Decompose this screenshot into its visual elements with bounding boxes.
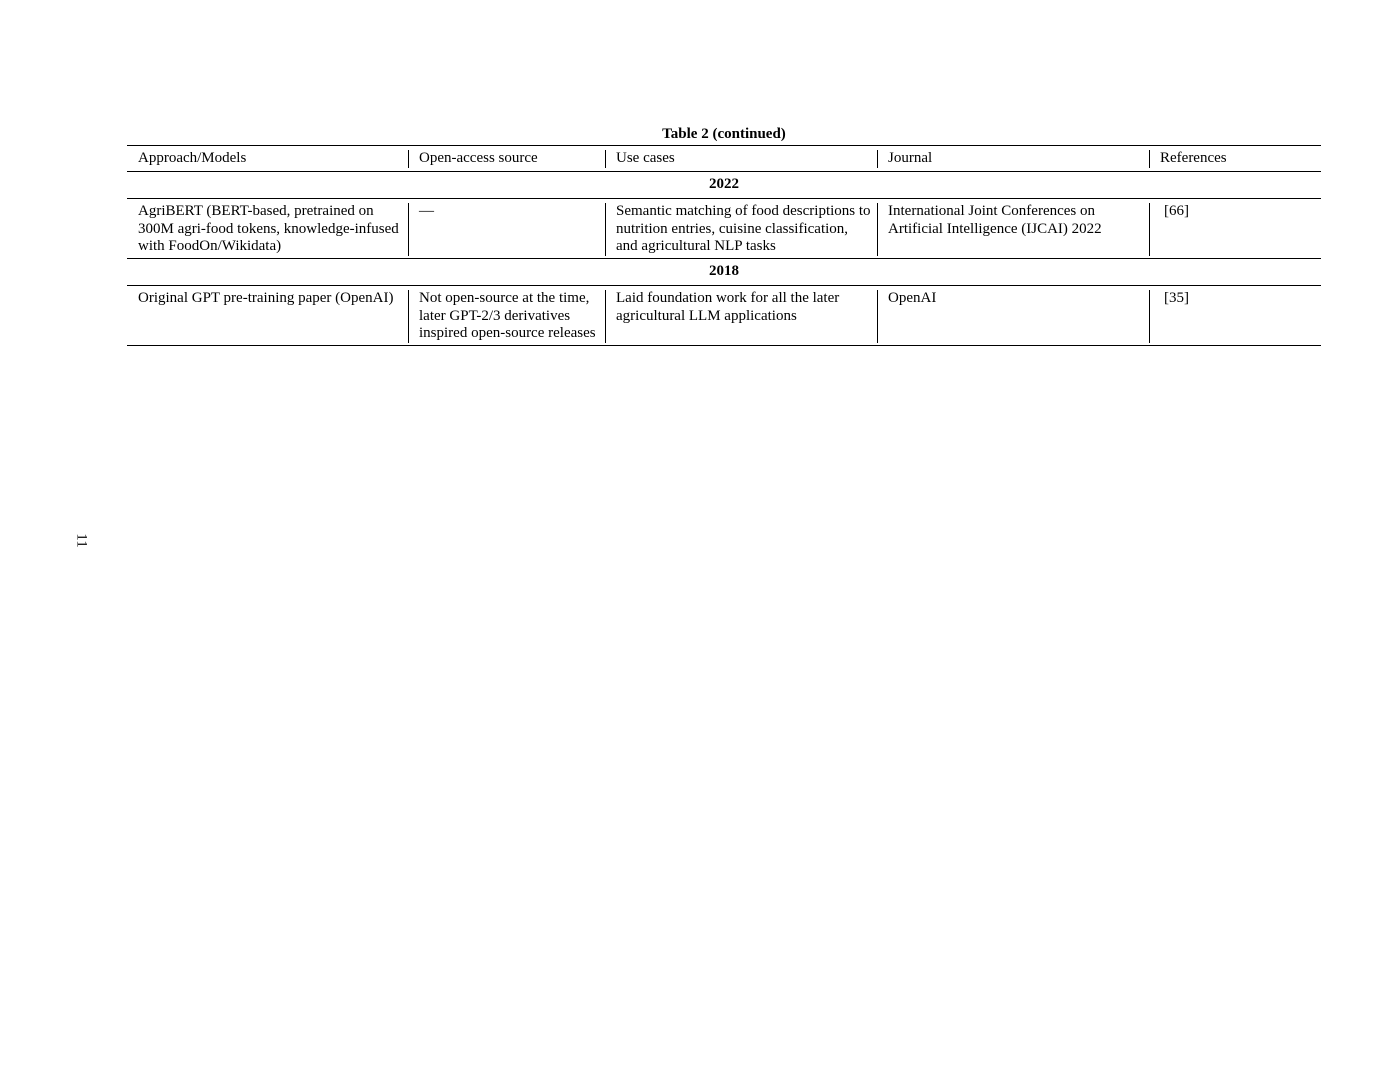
cell-source: Not open-source at the time, later GPT-2/3 derivatives inspired open-source releases	[408, 290, 605, 343]
cell-source: —	[408, 203, 605, 256]
year-row-2022: 2022	[127, 172, 1321, 200]
cell-use-cases: Laid foundation work for all the later agricultural LLM applications	[605, 290, 877, 343]
page-number: 11	[73, 533, 90, 548]
column-header-source: Open-access source	[408, 150, 605, 168]
cell-model: AgriBERT (BERT-based, pretrained on 300M agri-food tokens, knowledge-infused with FoodOn/Wikidata)	[138, 203, 399, 254]
column-header-references: References	[1149, 150, 1321, 168]
reference-link[interactable]: [66]	[1164, 203, 1189, 219]
cell-use-cases: Semantic matching of food descriptions to nutrition entries, cuisine classification, and agricultural NLP tasks	[605, 203, 877, 256]
table-caption: Table 2 (continued)	[662, 126, 786, 142]
table-header-row	[127, 146, 1321, 172]
reference-link[interactable]: [35]	[1164, 290, 1189, 306]
table-row	[127, 199, 1321, 259]
references-table	[127, 145, 1321, 346]
column-header-approach: Approach/Models	[138, 150, 247, 166]
column-header-journal: Journal	[877, 150, 1149, 168]
cell-model: Original GPT pre-training paper (OpenAI)	[138, 290, 394, 306]
table-row	[127, 286, 1321, 345]
year-row-2018: 2018	[127, 259, 1321, 287]
cell-journal: OpenAI	[877, 290, 1149, 343]
cell-journal: International Joint Conferences on Artificial Intelligence (IJCAI) 2022	[877, 203, 1149, 256]
column-header-use-cases: Use cases	[605, 150, 877, 168]
cell-reference	[1149, 290, 1321, 343]
cell-reference	[1149, 203, 1321, 256]
